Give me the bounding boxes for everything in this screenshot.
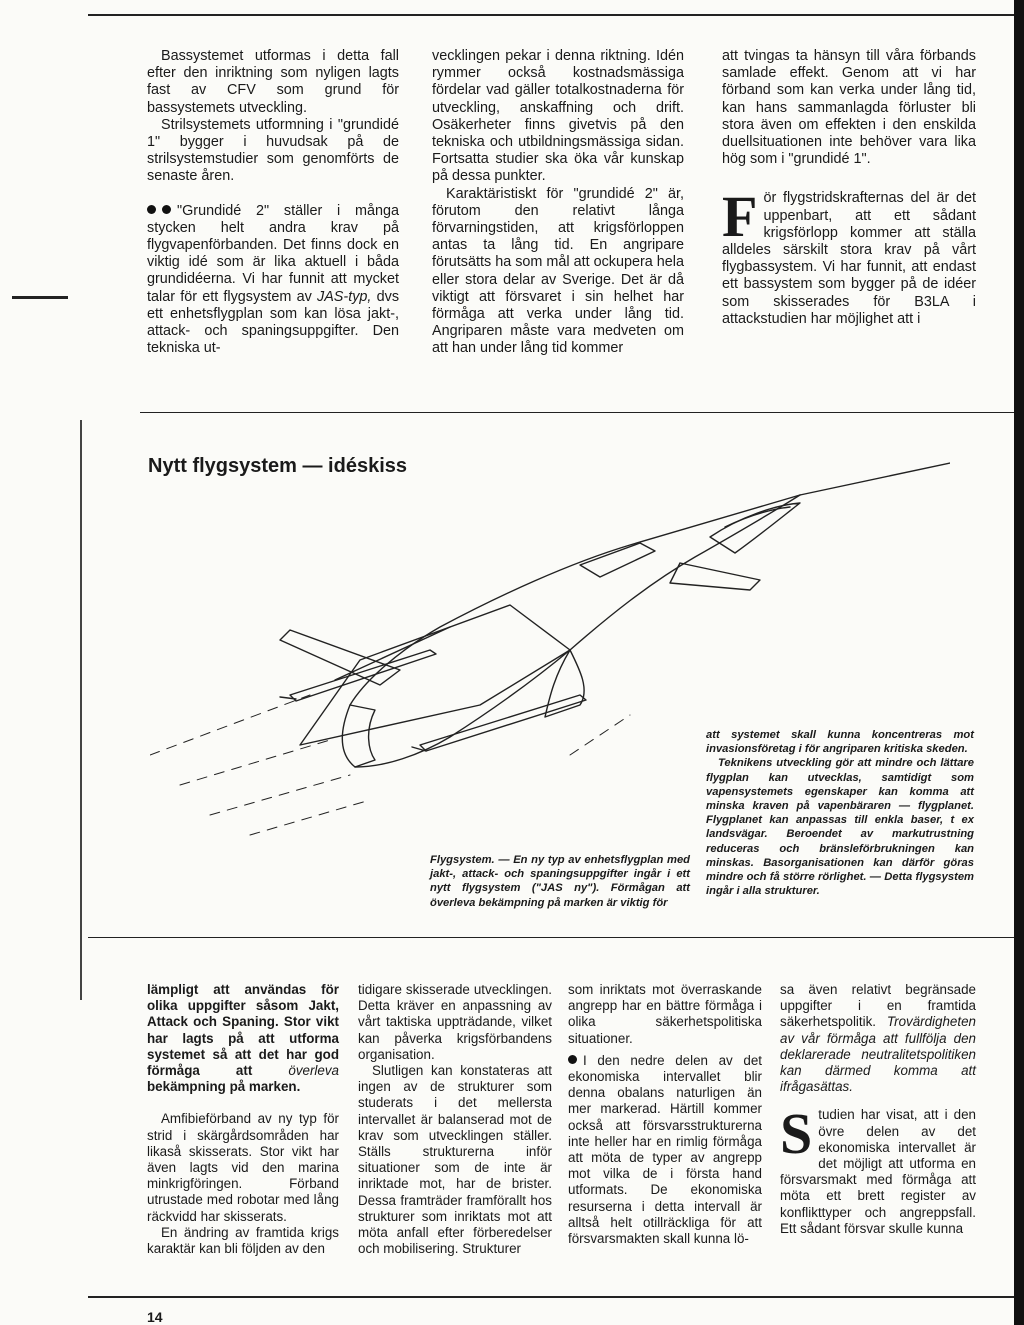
caption-paragraph [430, 853, 690, 910]
caption-text: — En ny typ av enhetsflygplan med jakt-, attack- och spaningsuppgifter ingår i ett nytt flygsystem ("JAS ny"). Förmågan att överleva bekämpning på marken är viktig för [430, 854, 691, 909]
bullet-icon [568, 1055, 577, 1064]
caption-paragraph: att systemet skall kunna koncentreras mot invasionsföretag i för angriparen kritiska skeden. [706, 729, 974, 756]
bottom-column-1 [147, 982, 339, 1257]
caption-lead: Flygsystem. [430, 854, 495, 866]
bullet-icon [162, 205, 171, 214]
paragraph: vecklingen pekar i denna riktning. Idén rymmer också kostnadsmässiga fördelar vad gäller totalkostnaderna för utveckling, anskaffning och drift. Osäkerheter finns givetvis på den tekniska och utbildningsmässiga sidan. Fortsatta studier ska öka vår kunskap på dessa punkter. [432, 48, 684, 185]
paragraph: Strilsystemets utformning i "grundidé 1" bygger i huvudsak på de strilsystemstudier som genomförts de senaste åren. [147, 116, 399, 185]
top-rule [88, 14, 1014, 16]
left-margin-line [80, 420, 82, 1000]
bottom-rule [88, 1296, 1014, 1298]
paragraph: En ändring av framtida krigs karaktär kan bli följden av den [147, 1224, 339, 1257]
paragraph [780, 1101, 976, 1237]
text-run-italic: JAS-typ, [317, 288, 372, 305]
top-column-3 [722, 48, 976, 328]
figure-caption-left [430, 853, 690, 910]
paragraph: Amfibieförband av ny typ för strid i skärgårdsområden har likaså skisserats. Stor vikt har även lagts vid den marina minkrigföringen. Förband utrustade med robotar med lång räckvidd har skisserats. [147, 1111, 339, 1224]
top-column-2 [432, 48, 684, 358]
drop-cap: S [780, 1101, 813, 1167]
text-run: "Grundidé 2" ställer i många stycken helt andra krav på flygvapenförbanden. Det finns dock en viktig idé som är lika aktuell i båda grundidéerna. Vi har funnit att mycket talar för ett flygsystem av [147, 202, 399, 305]
top-column-1 [147, 48, 399, 357]
paragraph [568, 1053, 762, 1247]
text-run: dvs ett enhetsflygplan som kan lösa jakt-, attack- och spaningsuppgifter. Den tekniska ut- [147, 288, 400, 357]
figure-caption-right [706, 728, 974, 898]
figure-title: Nytt flygsystem — idéskiss [148, 455, 407, 477]
paragraph [780, 982, 976, 1095]
paragraph [722, 184, 976, 328]
text-run-italic: överleva [288, 1063, 339, 1079]
text-run: sa även relativt begränsade uppgifter i en framtida säkerhetspolitik. [780, 982, 976, 1030]
paragraph: Karaktäristiskt för "grundidé 2" är, förutom den relativt långa förvarningstiden, att krigsförloppen antas ta lång tid. En angripare förutsätts ha som mål att ockupera hela eller stora delar av Sverige. Det är då viktigt att försvaret i sin helhet har förmåga att verka under lång tid. Angriparen måste vara medveten om att han under lång tid kommer [432, 185, 684, 357]
section-rule-top [140, 412, 1014, 413]
bottom-column-2 [358, 982, 552, 1257]
paragraph: tidigare skisserade utvecklingen. Detta kräver en anpassning av vårt taktiska uppträdande, vilket kan påverka krigsförbandens organisation. [358, 982, 552, 1062]
text-run: I den nedre delen av det ekonomiska intervallet blir denna obalans naturligen än mer markerad. Härtill kommer också att försvarsstrukturerna inte heller har en rimlig förmåga att möta de typer av angrepp mot vilka de i första hand utformats. De ekonomiska resurserna i detta intervall är alltså helt otillräckliga för att försvarsmakten skall kunna lö- [568, 1052, 762, 1247]
page-number: 14 [147, 1309, 163, 1325]
caption-paragraph: Teknikens utveckling gör att mindre och lättare flygplan kan utvecklas, samtidigt som vapensystemets egenskaper kan komma att minska kraven på vapenbäraren — flygplanet. Flygplanet kan anpassas till enkla baser, t ex landsvägar. Beroendet av markutrustning reduceras och bränsleförbrukningen kan minskas. Basorganisationen kan därför göras mindre och få större rörlighet. — Detta flygsystem ingår i alla strukturer. [706, 757, 974, 898]
bottom-column-4 [780, 982, 976, 1237]
text-run: bekämpning på marken. [147, 1079, 301, 1095]
paragraph: Bassystemet utformas i detta fall efter den inriktning som nyligen lagts fast av CFV som grund för bassystemets utveckling. [147, 48, 399, 116]
bottom-column-3 [568, 982, 762, 1247]
drop-cap: F [722, 184, 758, 250]
text-run: tudien har visat, att i den övre delen av det ekonomiska intervallet är det möjligt att utforma en försvarsmakt med förmåga att möta ett brett register av konflikttyper och angreppsfall. Ett sådant försvar skulle kunna [780, 1107, 976, 1236]
text-run: ör flygstridskrafternas del är det uppenbart, att ett sådant krigsförlopp kommer att ställa alldeles särskilt stora krav på vårt flygbassystem. Vi har funnit, att endast ett bassystem som bygger på de idéer som skisserades för B3LA i attackstudien har möjlighet att i [722, 190, 976, 327]
margin-mark [12, 296, 68, 299]
page-edge-bar [1014, 0, 1024, 1325]
paragraph: som inriktats mot överraskande angrepp har en bättre förmåga i olika säkerhetspolitiska situationer. [568, 982, 762, 1046]
paragraph: Slutligen kan konstateras att ingen av de strukturer som studerats i det mellersta intervallet är balanserad mot de krav som utvecklingen ställer. Ställs strukturerna inför situationer som de inte är inriktade mot, har de brister. Dessa framträder framförallt hos strukturer som inriktats mot att möta anfall efter förberedelser och mobilisering. Strukturer [358, 1063, 552, 1257]
section-rule-bottom [88, 937, 1014, 938]
bullet-icon [147, 205, 156, 214]
text-run-italic: Trovärdigheten av vår förmåga att fullfölja den deklarerade neutralitetspolitiken kan därmed komma att ifrågasättas. [780, 1014, 976, 1095]
text-run: lämpligt att användas för olika uppgifter såsom Jakt, Attack och Spaning. Stor vikt har lagts på att utforma systemet så att det har god förmåga att [147, 982, 339, 1079]
paragraph [147, 982, 339, 1095]
paragraph [147, 203, 399, 358]
paragraph: att tvingas ta hänsyn till våra förbands samlade effekt. Genom att vi har förband som kan verka under lång tid, kan hans sammanlagda förluster bli stora även om effekten i den enskilda duellsituationen inte behöver vara lika hög som i "grundidé 1". [722, 48, 976, 168]
